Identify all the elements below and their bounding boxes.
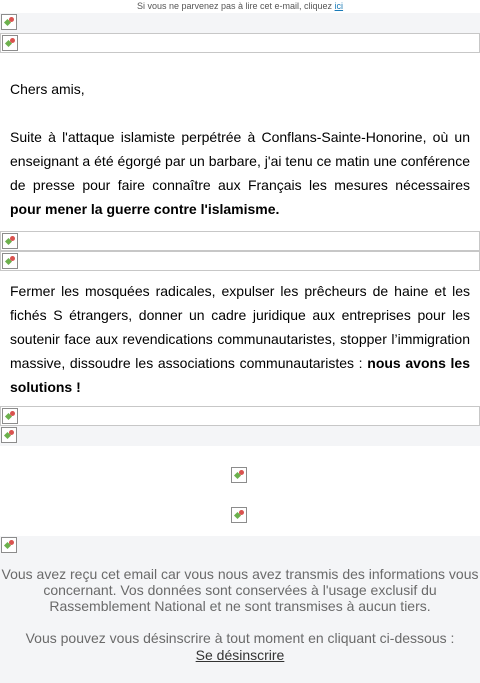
- broken-image-icon: [2, 253, 18, 269]
- broken-image-icon: [1, 14, 17, 30]
- footer-info: Vous avez reçu cet email car vous nous avez transmis des informations vous concernant. Vos données sont conservées à l'usage exclusif du Rassemblement National et ne sont transmises à aucun tiers.: [1, 566, 479, 614]
- broken-image-icon: [1, 537, 17, 553]
- broken-image-icon: [2, 35, 18, 51]
- broken-image-icon: [1, 427, 17, 443]
- view-online-link[interactable]: ici: [334, 1, 344, 11]
- unsubscribe-prompt: Vous pouvez vous désinscrire à tout moment en cliquant ci-dessous :: [25, 630, 455, 646]
- social-links: [0, 446, 480, 536]
- separator-image-3: [0, 406, 480, 426]
- paragraph-2-emphasis: nous avons les solutions !: [10, 355, 470, 395]
- signature-strip: [0, 426, 480, 446]
- broken-image-icon: [231, 467, 247, 483]
- footer: [0, 536, 480, 683]
- broken-image-icon: [2, 233, 18, 249]
- paragraph-1: [0, 125, 480, 221]
- separator-image-1: [0, 231, 480, 251]
- unsubscribe-link[interactable]: Se désinscrire: [195, 647, 285, 663]
- footer-logo-image: [0, 536, 20, 556]
- separator-image-2: [0, 251, 480, 271]
- preheader: [0, 0, 480, 13]
- broken-image-icon: [2, 408, 18, 424]
- paragraph-1-emphasis: pour mener la guerre contre l'islamisme.: [10, 201, 280, 217]
- social-icon-2[interactable]: [230, 506, 250, 526]
- social-icon-1[interactable]: [230, 466, 250, 486]
- paragraph-2: [0, 279, 480, 399]
- paragraph-1-text: Suite à l'attaque islamiste perpétrée à Conflans-Sainte-Honorine, où un enseignant a été égorgé par un barbare, j'ai tenu ce matin une conférence de presse pour faire connaître aux Français les mesures nécessaires: [10, 129, 470, 193]
- signature-image: [0, 426, 20, 446]
- paragraph-2-text: Fermer les mosquées radicales, expulser les prêcheurs de haine et les fichés S étrangers, donner un cadre juridique aux entreprises pour les soutenir face aux revendications communautaristes, stopper l’immigration massive, dissoudre les associations communautaristes :: [10, 283, 470, 371]
- logo-image: [0, 13, 20, 33]
- greeting: Chers amis,: [10, 81, 85, 97]
- preheader-text: Si vous ne parvenez pas à lire cet e-mail, cliquez: [136, 1, 333, 11]
- banner-image: [0, 33, 480, 53]
- broken-image-icon: [231, 507, 247, 523]
- header-strip: [0, 13, 480, 33]
